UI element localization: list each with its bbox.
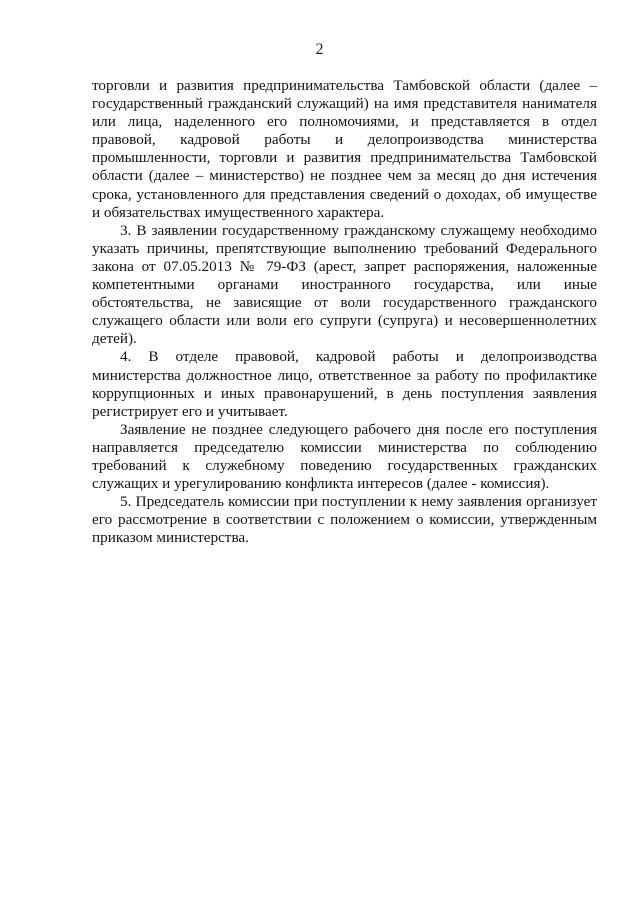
paragraph-item-4-continued: Заявление не позднее следующего рабочего дня после его поступления направляется председателю комиссии министерства по соблюдению требований к служебному поведению государственных гражданских служащих и урегулированию конфликта интересов (далее - комиссия). xyxy=(92,420,597,493)
page-number: 2 xyxy=(315,41,324,58)
paragraph-item-3: 3. В заявлении государственному гражданскому служащему необходимо указать причины, препятствующие выполнению требований Федерального закона от 07.05.2013 № 79-ФЗ (арест, запрет распоряжения, наложенные компетентными органами иностранного государства, или иные обстоятельства, не зависящие от воли государственного гражданского служащего области или воли его супруги (супруга) и несовершеннолетних детей). xyxy=(92,221,597,348)
document-body xyxy=(92,77,597,547)
paragraph-continuation: торговли и развития предпринимательства Тамбовской области (далее – государственный гражданский служащий) на имя представителя нанимателя или лица, наделенного его полномочиями, и представляется в отдел правовой, кадровой работы и делопроизводства министерства промышленности, торговли и развития предпринимательства Тамбовской области (далее – министерство) не позднее чем за месяц до дня истечения срока, установленного для представления сведений о доходах, об имуществе и обязательствах имущественного характера. xyxy=(92,77,597,221)
paragraph-item-5: 5. Председатель комиссии при поступлении к нему заявления организует его рассмотрение в соответствии с положением о комиссии, утвержденным приказом министерства. xyxy=(92,493,597,547)
paragraph-item-4: 4. В отделе правовой, кадровой работы и делопроизводства министерства должностное лицо, ответственное за работу по профилактике коррупционных и иных правонарушений, в день поступления заявления регистрирует его и учитывает. xyxy=(92,348,597,420)
